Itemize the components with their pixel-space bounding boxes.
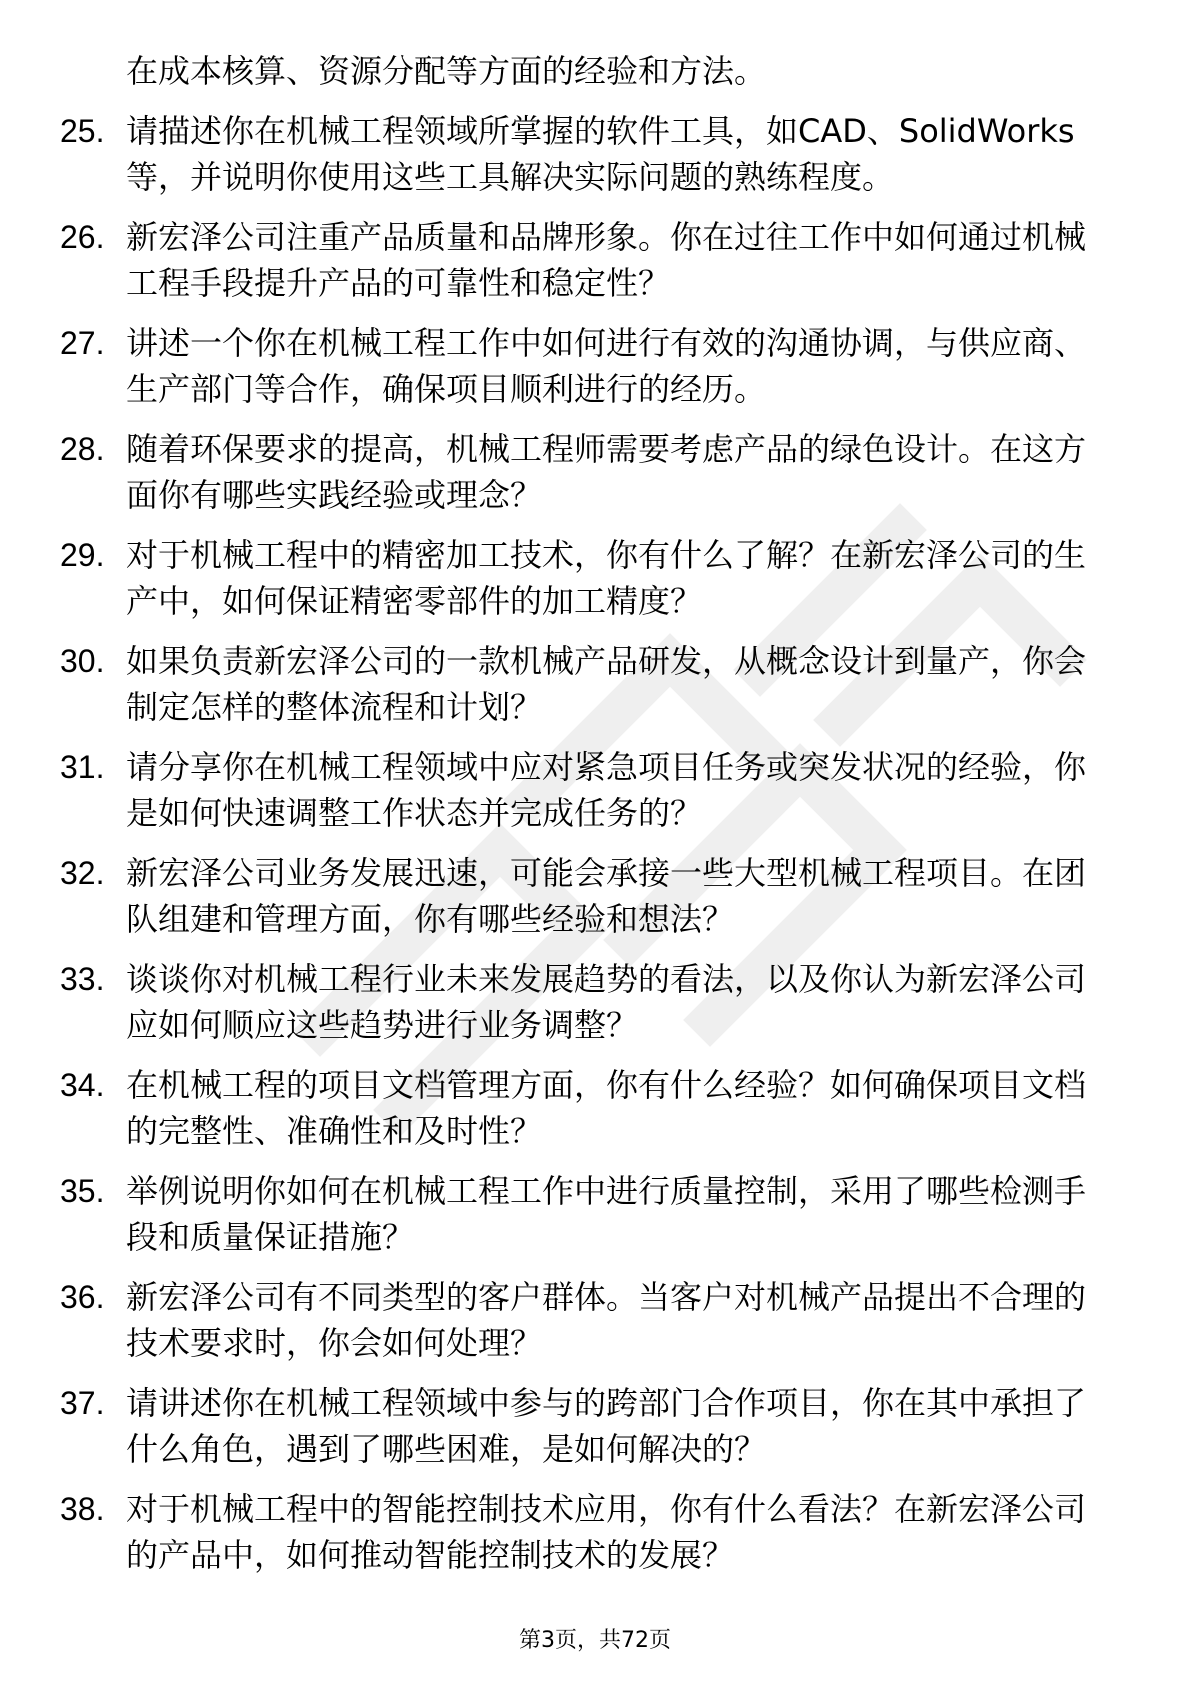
list-item (60, 320, 1110, 412)
question-list-section (60, 48, 1110, 1578)
item-number: 25. (60, 113, 105, 149)
item-number: 33. (60, 961, 105, 997)
item-text: 新宏泽公司有不同类型的客户群体。当客户对机械产品提出不合理的技术要求时，你会如何处理？ (126, 1278, 1087, 1362)
list-item (60, 426, 1110, 518)
item-text: 新宏泽公司业务发展迅速，可能会承接一些大型机械工程项目。在团队组建和管理方面，你有哪些经验和想法？ (126, 854, 1087, 938)
item-text: 如果负责新宏泽公司的一款机械产品研发，从概念设计到量产，你会制定怎样的整体流程和计划？ (126, 642, 1087, 726)
list-item (60, 956, 1110, 1048)
page-footer: 第3页，共72页 (519, 1628, 671, 1653)
item-number: 28. (60, 431, 105, 467)
item-number: 36. (60, 1279, 105, 1315)
list-item (60, 1168, 1110, 1260)
item-text: 请描述你在机械工程领域所掌握的软件工具，如CAD、SolidWorks等，并说明你使用这些工具解决实际问题的熟练程度。 (126, 112, 1075, 196)
item-number: 27. (60, 325, 105, 361)
list-item (60, 1486, 1110, 1578)
item-text: 随着环保要求的提高，机械工程师需要考虑产品的绿色设计。在这方面你有哪些实践经验或理念？ (126, 430, 1087, 514)
list-item (60, 1380, 1110, 1472)
item-text: 举例说明你如何在机械工程工作中进行质量控制，采用了哪些检测手段和质量保证措施？ (126, 1172, 1087, 1256)
item-number: 32. (60, 855, 105, 891)
item-number: 35. (60, 1173, 105, 1209)
item-text: 在机械工程的项目文档管理方面，你有什么经验？如何确保项目文档的完整性、准确性和及时性？ (126, 1066, 1087, 1150)
item-text: 对于机械工程中的智能控制技术应用，你有什么看法？在新宏泽公司的产品中，如何推动智能控制技术的发展？ (126, 1490, 1087, 1574)
item-text: 讲述一个你在机械工程工作中如何进行有效的沟通协调，与供应商、生产部门等合作，确保项目顺利进行的经历。 (126, 324, 1087, 408)
list-item (60, 638, 1110, 730)
list-item (60, 108, 1110, 200)
item-text: 对于机械工程中的精密加工技术，你有什么了解？在新宏泽公司的生产中，如何保证精密零部件的加工精度？ (126, 536, 1087, 620)
item-text: 新宏泽公司注重产品质量和品牌形象。你在过往工作中如何通过机械工程手段提升产品的可靠性和稳定性？ (126, 218, 1087, 302)
list-item (60, 1274, 1110, 1366)
item-number: 31. (60, 749, 105, 785)
list-item (60, 1062, 1110, 1154)
list-item (60, 744, 1110, 836)
item-number: 29. (60, 537, 105, 573)
item-number: 30. (60, 643, 105, 679)
item-text: 请分享你在机械工程领域中应对紧急项目任务或突发状况的经验，你是如何快速调整工作状态并完成任务的？ (126, 748, 1087, 832)
item-number: 38. (60, 1491, 105, 1527)
item-text: 谈谈你对机械工程行业未来发展趋势的看法，以及你认为新宏泽公司应如何顺应这些趋势进行业务调整？ (126, 960, 1087, 1044)
item-number: 26. (60, 219, 105, 255)
continued-text: 在成本核算、资源分配等方面的经验和方法。 (126, 52, 767, 90)
item-number: 34. (60, 1067, 105, 1103)
list-item (60, 532, 1110, 624)
item-number: 37. (60, 1385, 105, 1421)
list-item (60, 214, 1110, 306)
list-item (60, 850, 1110, 942)
question-list (60, 108, 1110, 1578)
item-text: 请讲述你在机械工程领域中参与的跨部门合作项目，你在其中承担了什么角色，遇到了哪些困难，是如何解决的？ (126, 1384, 1087, 1468)
